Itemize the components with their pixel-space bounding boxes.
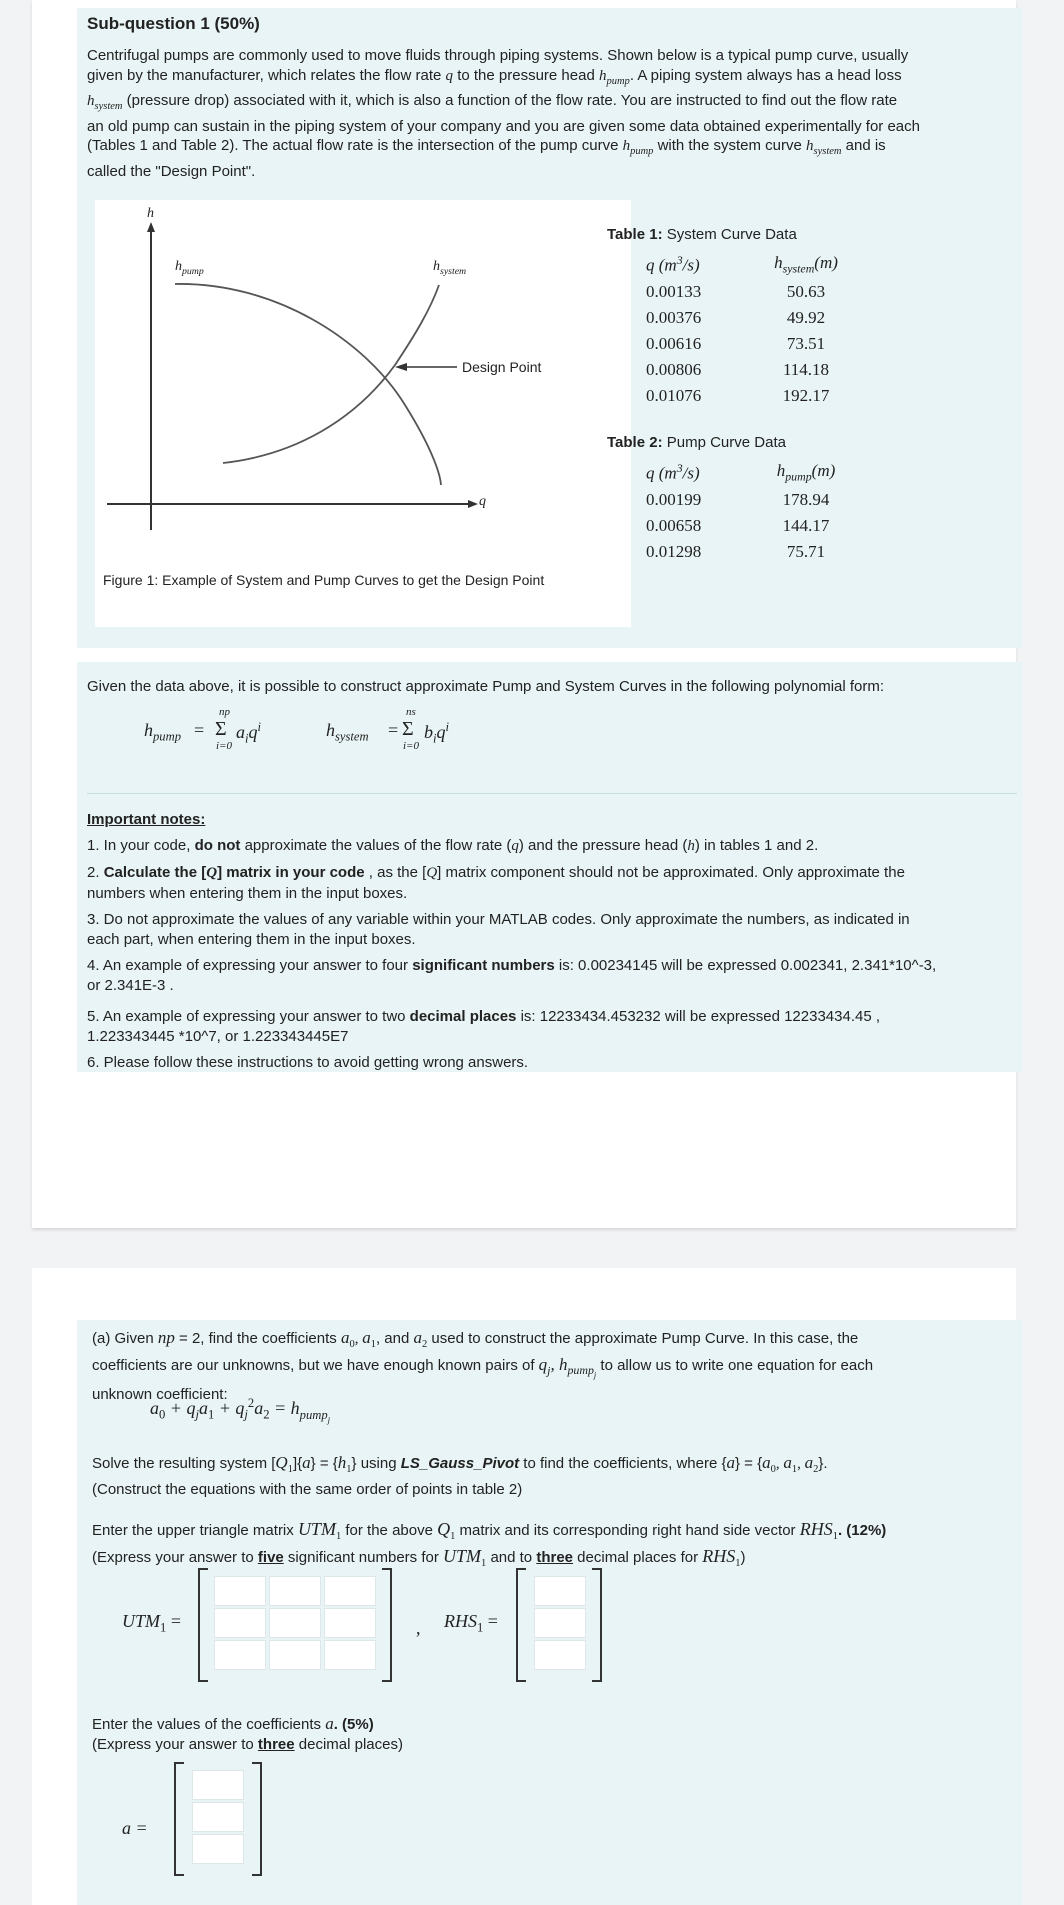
note-text: ) in tables 1 and 2. [694, 836, 819, 854]
table-row [646, 331, 856, 357]
var-h: h [326, 720, 335, 740]
table-cell: 192.17 [782, 386, 830, 406]
utm-bracket-left [198, 1568, 208, 1682]
comma: , [416, 1618, 421, 1638]
note-3-cont: each part, when entering them in the input boxes. [87, 930, 416, 948]
var-sub-system: system [94, 101, 123, 112]
text: Solve the resulting system [ [92, 1455, 276, 1472]
table2-col2-header [756, 458, 856, 487]
equals-sign: = [194, 720, 205, 740]
utm-bracket-right [382, 1568, 392, 1682]
pump-curve [175, 284, 441, 485]
system-curve-table [646, 250, 856, 409]
utm-cell-3-3[interactable] [324, 1640, 376, 1670]
question-card-2 [32, 1268, 1016, 1905]
note-text: approximate the values of the flow rate ( [240, 836, 512, 854]
part-a-line2: coefficients are our unknowns, but we have enough known pairs of $q_j$, $h_{pump_j}$ to allow us to write one equation for each [92, 1354, 874, 1380]
text: used to construct the approximate Pump Curve. In this case, the [427, 1330, 859, 1347]
utm-cell-3-1[interactable] [214, 1640, 266, 1670]
text: Enter the upper triangle matrix [92, 1522, 298, 1539]
text: ) [740, 1548, 746, 1566]
note-3: 3. Do not approximate the values of any variable within your MATLAB codes. Only approximate the numbers, as indicated in [87, 911, 910, 928]
intro-text: called the "Design Point". [87, 162, 256, 180]
header-text: h [774, 253, 783, 272]
rhs-bracket-right [592, 1568, 602, 1682]
utm-cell-2-1[interactable] [214, 1608, 266, 1638]
table-cell: 0.00199 [646, 490, 702, 510]
part-a-enter-utm [92, 1520, 1012, 1573]
text: } = { [734, 1455, 763, 1472]
header-text: (m) [814, 253, 838, 272]
table-row [646, 487, 856, 513]
text: decimal places for [573, 1548, 703, 1566]
text: and to [486, 1548, 537, 1566]
coeff-line2 [92, 1735, 692, 1755]
note-5-cont: 1.223343445 *10^7, or 1.223343445E7 [87, 1027, 349, 1045]
text: (Express your answer to [92, 1735, 258, 1753]
var-h: h [433, 259, 440, 274]
table-cell: 0.01298 [646, 542, 702, 562]
utm-cell-2-3[interactable] [324, 1608, 376, 1638]
emphasis: three [536, 1548, 574, 1566]
table2-title-bold: Table 2: [607, 434, 663, 451]
sum-symbol: Σ [402, 718, 414, 740]
table-cell: 49.92 [786, 308, 826, 328]
text: } using [351, 1455, 401, 1472]
utm-cell-1-1[interactable] [214, 1576, 266, 1606]
hpump-label [175, 259, 204, 277]
note-1: 1. In your code, do not approximate the values of the flow rate (q) and the pressure head (h) in tables 1 and 2. [87, 836, 819, 854]
solve-line: Solve the resulting system $[Q_1]\{a\} = \{h_1\}$ using LS_Gauss_Pivot to find the coefficients, where $\{a\} = \{a_0$, $a_1$, $a_2$}. [92, 1453, 828, 1475]
table-cell: 73.51 [786, 334, 826, 354]
construct-note: (Construct the equations with the same order of points in table 2) [92, 1480, 523, 1498]
utm-text: UTM [122, 1611, 161, 1631]
utm-label: $UTM_1$ = [122, 1611, 181, 1635]
text: coefficients are our unknowns, but we have enough known pairs of [92, 1356, 539, 1374]
var-sub-system: system [813, 146, 842, 157]
note-text: , as the [ [364, 864, 427, 881]
poly-intro-text: Given the data above, it is possible to construct approximate Pump and System Curves in the following polynomial form: [87, 678, 885, 695]
intro-section [87, 14, 1007, 181]
rhs-bracket-left [516, 1568, 526, 1682]
note-text: 4. An example of expressing your answer to four [87, 957, 413, 974]
utm-cell-1-3[interactable] [324, 1576, 376, 1606]
a-bracket-left [174, 1762, 184, 1876]
important-notes [87, 810, 1017, 1073]
table-cell: 75.71 [786, 542, 826, 562]
intro-text: (Tables 1 and Table 2). The actual flow rate is the intersection of the pump curve [87, 137, 623, 154]
note-2: 2. Calculate the [Q] matrix in your code , as the [Q] matrix component should not be approximated. Only approximate the [87, 864, 905, 881]
poly-formula [144, 708, 544, 758]
sub-question-title: Sub-question 1 (50%) [87, 14, 260, 33]
table1-title [607, 226, 797, 243]
text: matrix and its corresponding right hand side vector [455, 1522, 800, 1539]
text: decimal places) [294, 1735, 403, 1753]
intro-text: to the pressure head [453, 66, 599, 84]
table-header-row [646, 458, 856, 487]
note-2-cont: numbers when entering them in the input boxes. [87, 884, 408, 902]
sum-lower-i0: i=0 [403, 740, 419, 752]
table1-col2-header [756, 250, 856, 279]
text: to find the coefficients, where { [519, 1455, 727, 1472]
table2-title-rest: Pump Curve Data [662, 434, 786, 451]
rhs-cell-1[interactable] [534, 1576, 586, 1606]
header-sup: 3 [676, 253, 683, 268]
var-sub-pump: pump [153, 729, 181, 744]
table-cell: 0.00658 [646, 516, 702, 536]
var-q: q [445, 67, 454, 84]
utm-cell-2-2[interactable] [269, 1608, 321, 1638]
function-name: LS_Gauss_Pivot [400, 1455, 520, 1472]
table1-col1-header [646, 250, 756, 279]
a-bracket-right [252, 1762, 262, 1876]
table-row [646, 383, 856, 409]
note-text: is: 0.00234145 will be expressed 0.002341, 2.341*10^-3, [554, 957, 937, 974]
rhs-label: $RHS_1$ = [444, 1611, 498, 1635]
header-sup: 3 [676, 461, 683, 476]
note-bold: Calculate the [ [103, 864, 207, 881]
text: to allow us to write one equation for each [596, 1356, 874, 1374]
text: (a) Given [92, 1330, 158, 1347]
var-h: h [87, 93, 95, 109]
table-cell: 144.17 [782, 516, 830, 536]
weight: . (12%) [837, 1522, 887, 1539]
note-bold: decimal places [409, 1008, 517, 1025]
var-sub-system: system [440, 265, 467, 277]
table-cell: 0.00133 [646, 282, 702, 302]
var-h: h [175, 259, 182, 274]
text: ]{ [292, 1455, 303, 1472]
text: }. [818, 1455, 828, 1472]
table-cell: 114.18 [782, 360, 830, 380]
intro-paragraph [87, 46, 1007, 181]
term-biqi: $b_iq^i$ [424, 720, 449, 746]
table1-title-rest: System Curve Data [662, 226, 797, 243]
axis-q-label: q [479, 494, 486, 509]
sum-upper-np: np [219, 706, 230, 718]
table-cell: 0.01076 [646, 386, 702, 406]
note-bold: significant numbers [412, 957, 555, 974]
enter-line2: (Express your answer to five significant numbers for $UTM_1$ and to three decimal places for $RHS_1$) [92, 1545, 746, 1569]
header-text: q (m [646, 256, 677, 276]
table-row [646, 357, 856, 383]
var-h: h [144, 720, 153, 740]
formula-hsystem [326, 720, 369, 745]
text: } = { [310, 1455, 338, 1472]
intro-text: given by the manufacturer, which relates the flow rate [87, 66, 446, 84]
var-sub-pump: pump [182, 265, 204, 277]
header-sub: pump [785, 469, 812, 484]
table-row [646, 279, 856, 305]
header-text: h [776, 461, 786, 480]
divider [87, 793, 1017, 794]
intro-text: and is [841, 137, 886, 154]
table-cell: 0.00376 [646, 308, 702, 328]
hsystem-label [433, 259, 466, 277]
figure-caption: Figure 1: Example of System and Pump Curves to get the Design Point [103, 572, 545, 588]
note-6: 6. Please follow these instructions to avoid getting wrong answers. [87, 1054, 529, 1071]
utm-cell-1-2[interactable] [269, 1576, 321, 1606]
part-a-enter-coeffs [92, 1714, 692, 1754]
var-h: h [622, 138, 631, 154]
enter-line1: Enter the upper triangle matrix $UTM_1$ for the above $Q_1$ matrix and its corresponding right hand side vector $RHS_1$. (12%) [92, 1519, 887, 1542]
var-h: h [598, 67, 607, 84]
weight: . (5%) [333, 1716, 374, 1733]
sum-lower-i0: i=0 [216, 740, 232, 752]
a-cell-2[interactable] [192, 1834, 244, 1864]
table-cell: 0.00616 [646, 334, 702, 354]
table-cell: 178.94 [782, 490, 830, 510]
emphasis: three [257, 1735, 295, 1753]
intro-text: . A piping system always has a head loss [629, 66, 902, 84]
var-sub-pump: pump [630, 146, 654, 157]
note-text: ] matrix component should not be approximated. Only approximate the [437, 864, 905, 881]
header-sub: system [782, 261, 815, 276]
header-text: (m) [811, 461, 836, 480]
rhs-cell-3[interactable] [534, 1640, 586, 1670]
note-text: 2. [87, 864, 104, 881]
utm-cell-3-2[interactable] [269, 1640, 321, 1670]
intro-text: Centrifugal pumps are commonly used to move fluids through piping systems. Shown below is a typical pump curve, usually [87, 47, 909, 64]
part-a-line1: (a) Given np = 2, find the coefficients $a_0$, $a_1$, and $a_2$ used to construct the approximate Pump Curve. In this case, the [92, 1328, 859, 1350]
emphasis: five [257, 1548, 284, 1566]
part-a-equation: $a_0 + q_ja_1 + q_j^2a_2 = h_{pump_j}$ [150, 1396, 331, 1425]
table-cell: 0.00806 [646, 360, 702, 380]
table2-title [607, 434, 786, 451]
table-cell: 50.63 [786, 282, 826, 302]
a-cell-1[interactable] [192, 1802, 244, 1832]
text: = 2, find the coefficients [174, 1330, 341, 1347]
text: significant numbers for [283, 1548, 444, 1566]
var-sub-system: system [335, 729, 369, 744]
header-text: /s) [682, 256, 700, 276]
var-sub-pump: pump [606, 75, 630, 87]
coeff-line1: Enter the values of the coefficients a. (5%) [92, 1714, 374, 1733]
y-axis-arrow [147, 222, 155, 232]
a-cell-0[interactable] [192, 1770, 244, 1800]
note-4 [87, 956, 1017, 976]
axis-h-label: h [147, 206, 154, 221]
note-bold: do not [194, 836, 241, 854]
design-point-arrow-head [395, 363, 407, 371]
note-text: 5. An example of expressing your answer to two [87, 1008, 410, 1025]
text: , and [375, 1330, 414, 1347]
intro-text: with the system curve [653, 137, 806, 154]
table-row [646, 305, 856, 331]
sum-symbol: Σ [215, 718, 227, 740]
x-axis-arrow [468, 500, 478, 508]
part-a-intro [92, 1328, 1012, 1404]
system-curve [223, 285, 439, 463]
note-bold: ] matrix in your code [217, 864, 365, 881]
pump-curve-table [646, 458, 856, 565]
intro-text: (pressure drop) associated with it, which is also a function of the flow rate. You are instructed to find out the flow rate [122, 92, 898, 109]
term-aiqi: $a_iq^i$ [236, 720, 261, 746]
part-a-solve [92, 1453, 1012, 1499]
table-row [646, 539, 856, 565]
table2-col1-header [646, 458, 756, 487]
equals-sign: = [388, 720, 399, 740]
note-text: ) and the pressure head ( [518, 836, 688, 854]
note-text: is: 12233434.453232 will be expressed 12233434.45 , [516, 1008, 881, 1025]
note-5 [87, 1007, 1017, 1027]
notes-title: Important notes: [87, 811, 206, 828]
header-text: /s) [682, 464, 700, 484]
question-card-1 [32, 0, 1016, 1228]
note-text: 1. In your code, [87, 836, 195, 854]
formula-hpump [144, 720, 181, 745]
text: for the above [341, 1522, 438, 1539]
table-header-row [646, 250, 856, 279]
rhs-cell-2[interactable] [534, 1608, 586, 1638]
rhs-text: RHS [444, 1611, 477, 1631]
intro-text: an old pump can sustain in the piping system of your company and you are given some data obtained experimentally for each [87, 117, 920, 135]
design-point-label: Design Point [462, 359, 542, 375]
table1-title-bold: Table 1: [607, 226, 663, 243]
note-4-cont: or 2.341E-3 . [87, 976, 174, 994]
var-h: h [805, 138, 814, 154]
text: Enter the values of the coefficients [92, 1716, 326, 1733]
text: (Express your answer to [92, 1548, 258, 1566]
table-row [646, 513, 856, 539]
figure-box [95, 200, 631, 627]
a-label: a = [122, 1818, 148, 1838]
sum-upper-ns: ns [406, 706, 416, 718]
part-a-line3: unknown coefficient: [92, 1385, 228, 1403]
header-text: q (m [646, 464, 677, 484]
